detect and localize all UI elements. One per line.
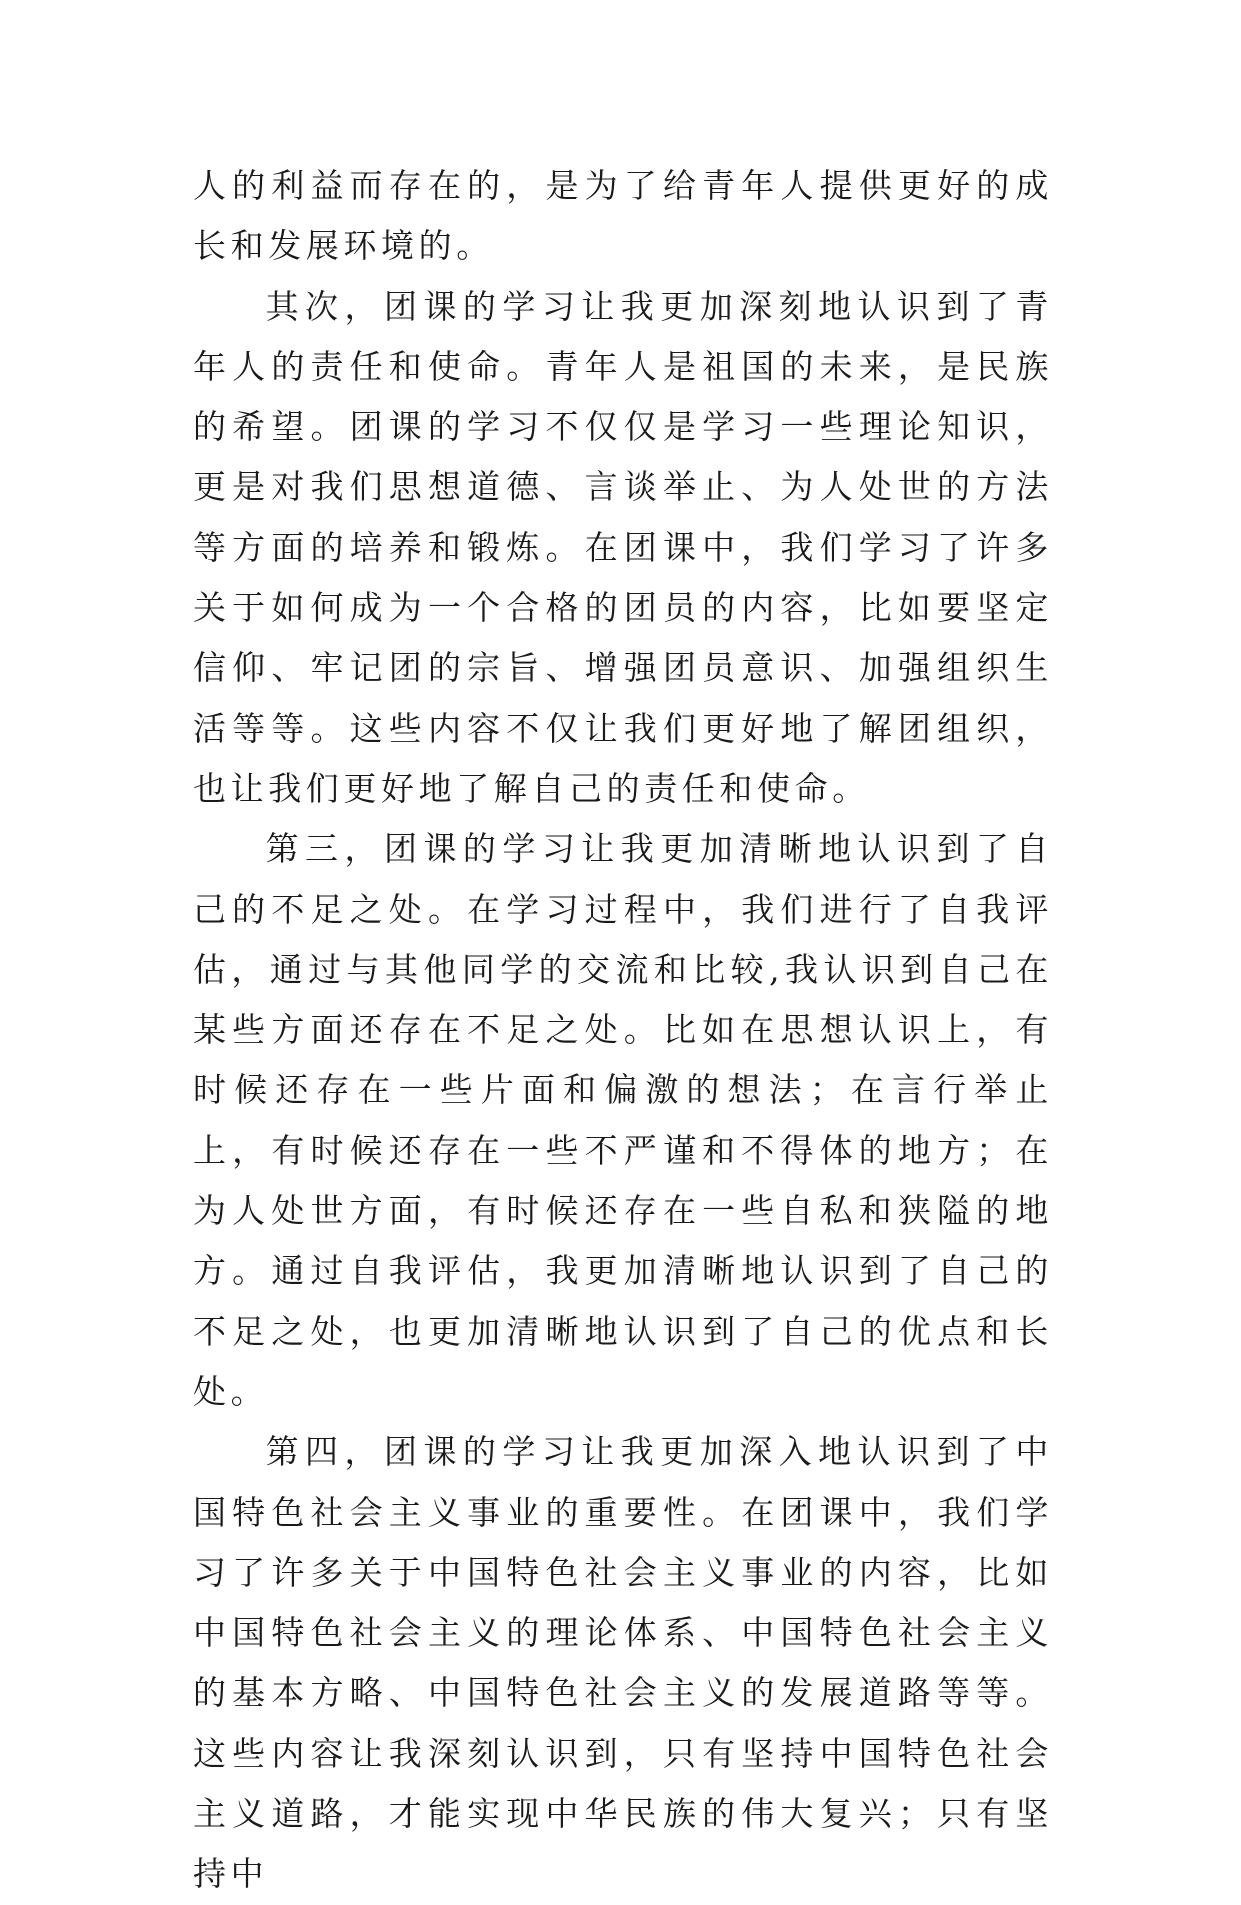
paragraph-responsibility: 其次，团课的学习让我更加深刻地认识到了青年人的责任和使命。青年人是祖国的未来，是民族的希望。团课的学习不仅仅是学习一些理论知识，更是对我们思想道德、言谈举止、为人处世的方法等方面的培养和锻炼。在团课中，我们学习了许多关于如何成为一个合格的团员的内容，比如要坚定信仰、牢记团的宗旨、增强团员意识、加强组织生活等等。这些内容不仅让我们更好地了解团组织，也让我们更好地了解自己的责任和使命。 xyxy=(193,286,1053,808)
paragraph-socialism: 第四，团课的学习让我更加深入地认识到了中国特色社会主义事业的重要性。在团课中，我们学习了许多关于中国特色社会主义事业的内容，比如中国特色社会主义的理论体系、中国特色社会主义的基本方略、中国特色社会主义的发展道路等等。这些内容让我深刻认识到，只有坚持中国特色社会主义道路，才能实现中华民族的伟大复兴；只有坚持中 xyxy=(193,1432,1053,1894)
document-body xyxy=(193,156,1053,1905)
paragraph-continuation: 人的利益而存在的，是为了给青年人提供更好的成长和发展环境的。 xyxy=(193,166,1053,266)
paragraph-shortcomings: 第三，团课的学习让我更加清晰地认识到了自己的不足之处。在学习过程中，我们进行了自我评估，通过与其他同学的交流和比较,我认识到自己在某些方面还存在不足之处。比如在思想认识上，有时候还存在一些片面和偏激的想法；在言行举止上，有时候还存在一些不严谨和不得体的地方；在为人处世方面，有时候还存在一些自私和狭隘的地方。通过自我评估，我更加清晰地认识到了自己的不足之处，也更加清晰地认识到了自己的优点和长处。 xyxy=(193,829,1053,1411)
